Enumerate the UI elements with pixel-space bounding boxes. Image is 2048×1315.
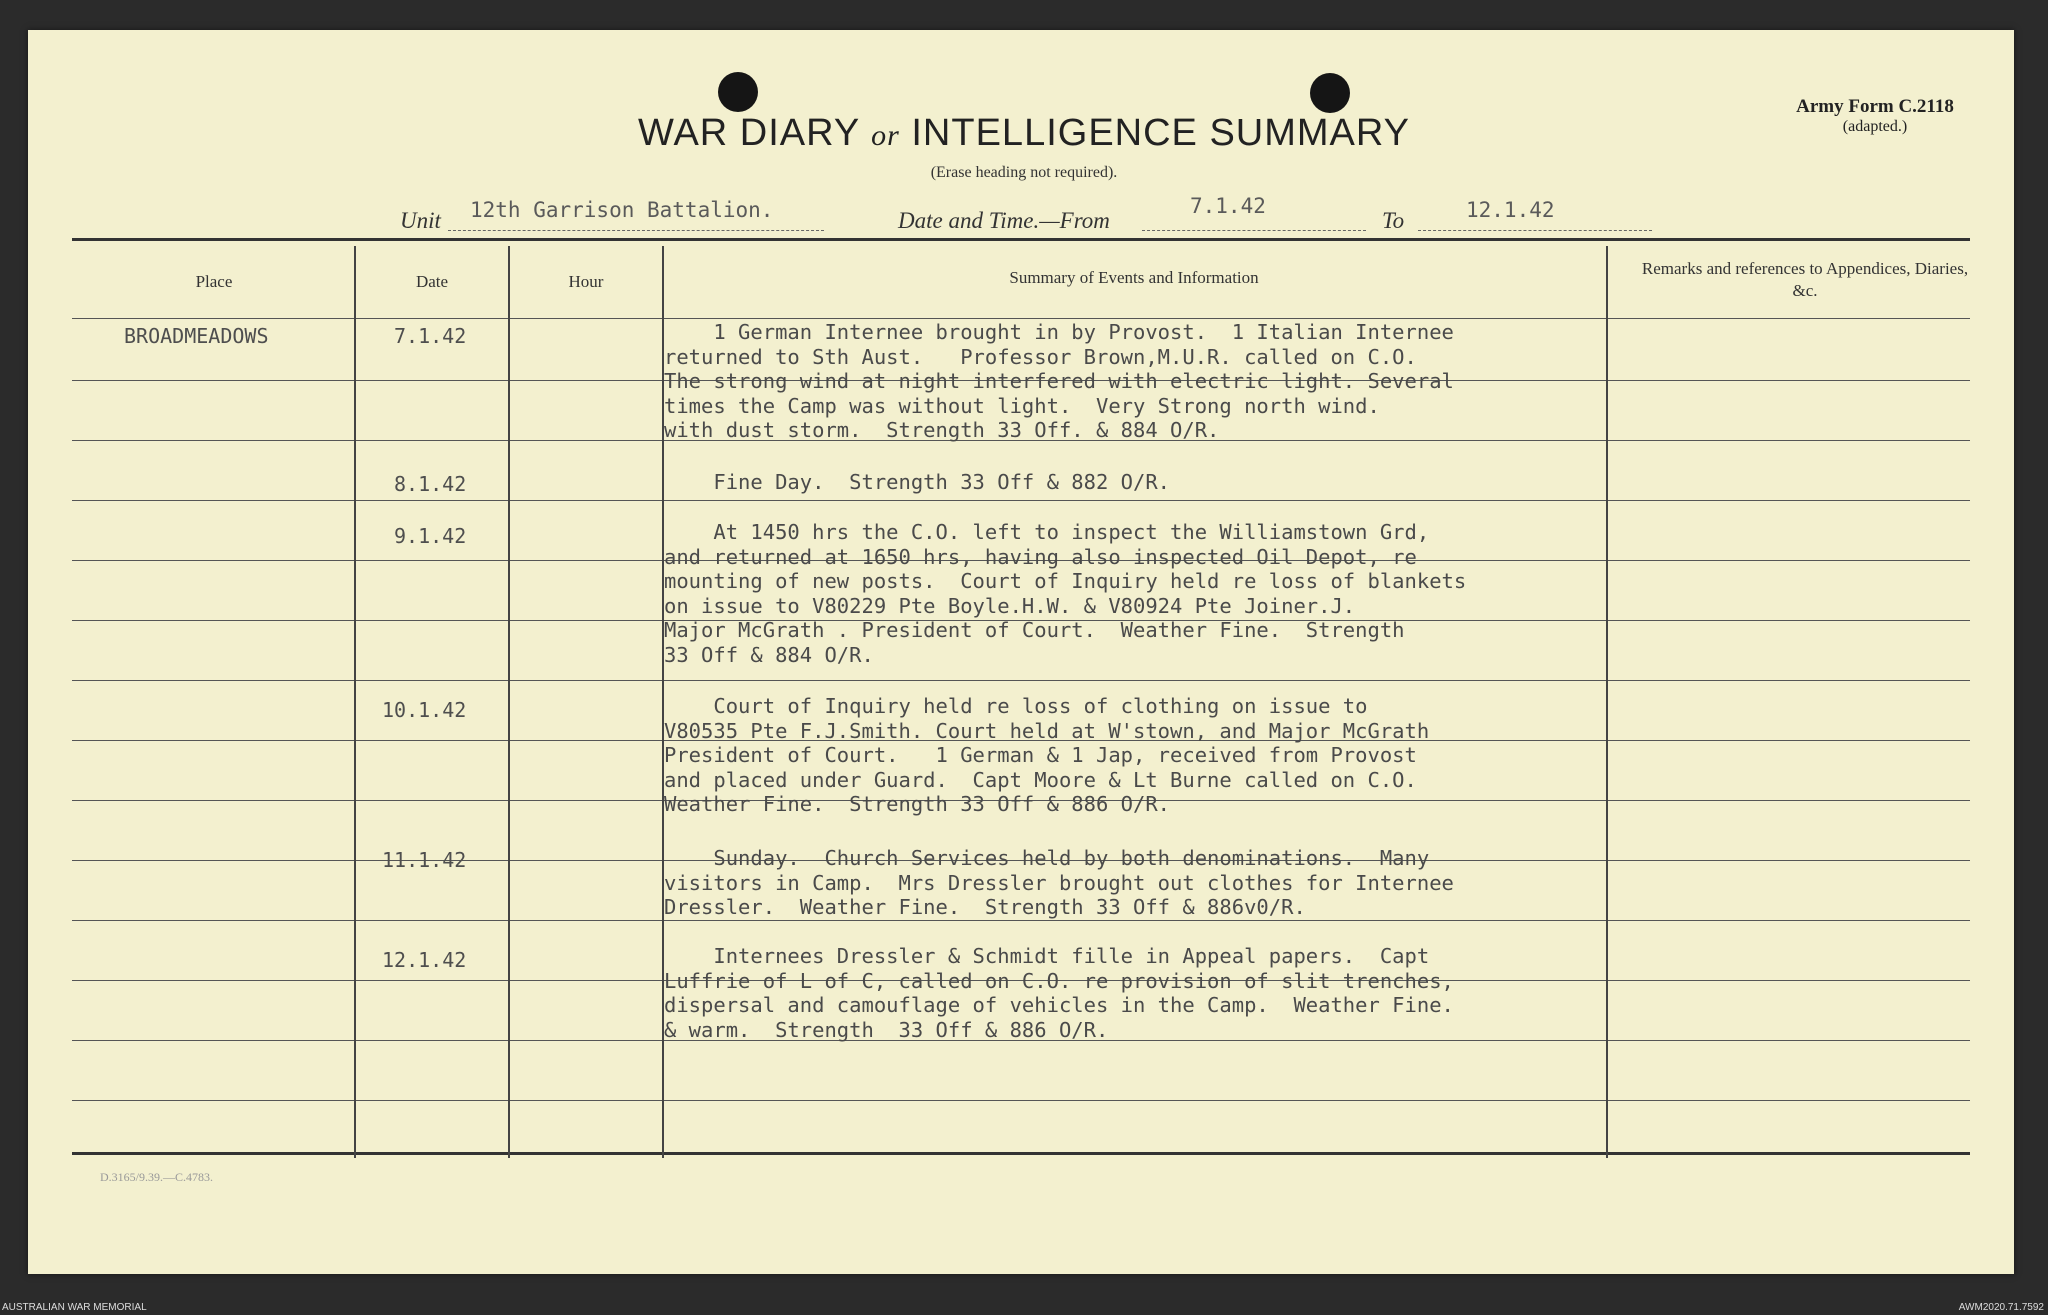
unit-dotline [448,230,824,231]
column-header-date: Date [415,272,449,291]
army-form-label [1760,96,1990,136]
entry-text: At 1450 hrs the C.O. left to inspect the Williamstown Grd, and returned at 1650 hrs, having also inspected Oil Depot, re mounting of new posts. Court of Inquiry held re loss of blankets on issue to V80229 Pte Boyle.H.W. & V80924 Pte Joiner.J. Major McGrath . President of Court. Weather Fine. Strength 33 Off & 884 O/R. [664,520,1467,667]
entry-date: 7.1.42 [394,324,467,348]
entry-date: 11.1.42 [382,848,467,872]
unit-value: 12th Garrison Battalion. [470,198,774,222]
entry-text: Sunday. Church Services held by both denominations. Many visitors in Camp. Mrs Dressler brought out clothes for Internee Dressler. Weather Fine. Strength 33 Off & 886v0/R. [664,846,1454,919]
entry-text: Internees Dressler & Schmidt fille in Appeal papers. Capt Luffrie of L of C, called on C.O. re provision of slit trenches, dispersal and camouflage of vehicles in the Camp. Weather Fine. & warm. Strength 33 Off & 886 O/R. [664,944,1454,1042]
punch-hole-right [1310,73,1350,113]
title-or: or [871,119,900,152]
column-header-place: Place [195,272,233,291]
entry-date: 8.1.42 [394,472,467,496]
army-form-note: (adapted.) [1842,118,1908,135]
header-bottom-rule [72,318,1970,319]
date-to-dotline [1418,230,1652,231]
column-divider [354,246,356,1158]
entry-text: Fine Day. Strength 33 Off & 882 O/R. [664,470,1171,494]
column-header-summary: Summary of Events and Information [1009,268,1259,287]
footer-credit-left: AUSTRALIAN WAR MEMORIAL [2,1302,147,1313]
entry-date: 12.1.42 [382,948,467,972]
footer-credit-right: AWM2020.71.7592 [1958,1302,2044,1313]
date-from-dotline [1142,230,1366,231]
title-intelligence-summary: INTELLIGENCE SUMMARY [911,112,1410,154]
print-code: D.3165/9.39.—C.4783. [100,1170,214,1184]
page-title [0,112,2048,155]
entry-text: 1 German Internee brought in by Provost. 1 Italian Internee returned to Sth Aust. Professor Brown,M.U.R. called on C.O. The strong wind at night interfered with electric light. Several times the Camp was without light. Very Strong north wind. with dust storm. Strength 33 Off. & 884 O/R. [664,320,1454,442]
place-value: BROADMEADOWS [124,324,269,348]
column-divider [508,246,510,1158]
row-rule [72,920,1970,921]
table-top-rule [72,238,1970,241]
date-to-value: 12.1.42 [1466,198,1555,222]
column-header-remarks: Remarks and references to Appendices, Diaries, &c. [1641,259,1969,300]
table-bottom-rule [72,1152,1970,1155]
to-label: To [1382,208,1405,233]
punch-hole-left [718,72,758,112]
entry-text: Court of Inquiry held re loss of clothing on issue to V80535 Pte F.J.Smith. Court held at W'stown, and Major McGrath President of Court. 1 German & 1 Jap, received from Provost and placed under Guard. Capt Moore & Lt Burne called on C.O. Weather Fine. Strength 33 Off & 886 O/R. [664,694,1430,816]
entry-date: 9.1.42 [394,524,467,548]
erase-note: (Erase heading not required). [930,164,1118,181]
row-rule [72,1100,1970,1101]
column-header-hour: Hour [568,272,604,291]
row-rule [72,680,1970,681]
date-from-value: 7.1.42 [1190,194,1266,218]
unit-label: Unit [400,208,441,233]
army-form-number: Army Form C.2118 [1796,96,1954,117]
date-time-label: Date and Time.—From [898,208,1110,233]
entry-date: 10.1.42 [382,698,467,722]
row-rule [72,500,1970,501]
title-war-diary: WAR DIARY [638,112,860,154]
